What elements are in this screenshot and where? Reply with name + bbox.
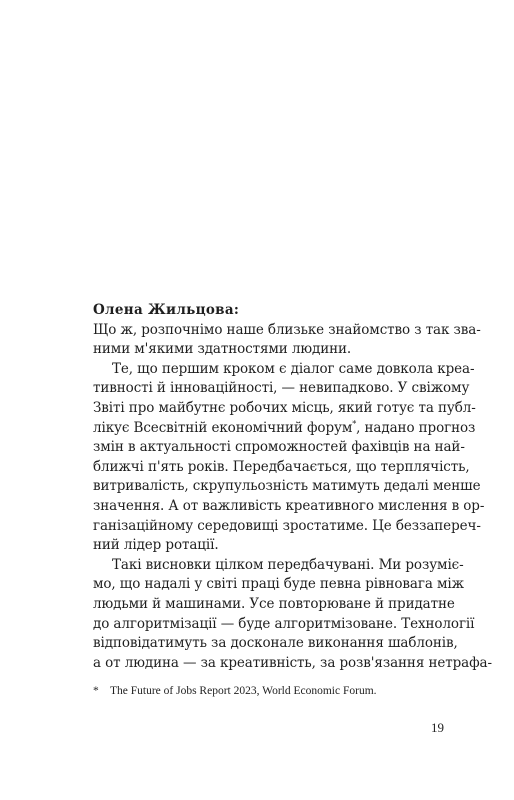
paragraph-1 (93, 321, 481, 360)
text-line: відповідатимуть за досконале виконання шаблонів, (93, 635, 458, 652)
text-line: мо, що надалі у світі праці буде певна рівновага між (93, 576, 464, 593)
text-line: значення. А от важливість креативного мислення в ор- (93, 497, 485, 514)
text-line: а от людина — за креативність, за розв'язання нетрафа- (93, 654, 492, 671)
text-line: ними м'якими здатностями людини. (93, 341, 352, 358)
text-line: людьми й машинами. Усе повторюване й придатне (93, 595, 455, 612)
text-line: тивності й інноваційності, — невипадково. У свіжому (93, 380, 470, 397)
speaker-name: Олена Жильцова: (93, 302, 240, 318)
paragraph-2 (93, 360, 485, 556)
body-text (93, 301, 492, 673)
paragraph-3 (93, 556, 492, 674)
text-line-with-footnote (93, 419, 476, 439)
text-line: Те, що першим кроком є діалог саме довкола креа- (112, 360, 475, 377)
footnote-reference: * (352, 419, 357, 429)
text-line: витривалість, скрупульозність матимуть дедалі менше (93, 478, 481, 495)
footnote-text: The Future of Jobs Report 2023, World Economic Forum. (110, 685, 377, 697)
text-line: до алгоритмізації — буде алгоритмізоване. Технології (93, 615, 475, 632)
footnote-marker: * (93, 685, 99, 697)
text-segment: лікує Всесвітній економічний форум (93, 419, 353, 436)
text-line: ганізаційному середовищі зростатиме. Це беззапереч- (93, 517, 481, 534)
footnote (93, 684, 377, 699)
text-segment: , надано прогноз (356, 419, 476, 436)
text-line: ний лідер ротації. (93, 537, 219, 554)
page-number: 19 (431, 720, 444, 735)
text-line: змін в актуальності спроможностей фахівців на най- (93, 439, 465, 456)
text-line: Звіті про майбутнє робочих місць, який готує та публ- (93, 399, 476, 416)
text-line: Що ж, розпочнімо наше близьке знайомство з так зва- (93, 321, 481, 338)
text-line: ближчі п'ять років. Передбачається, що терплячість, (93, 458, 470, 475)
text-line: Такі висновки цілком передбачувані. Ми розуміє- (112, 556, 464, 573)
